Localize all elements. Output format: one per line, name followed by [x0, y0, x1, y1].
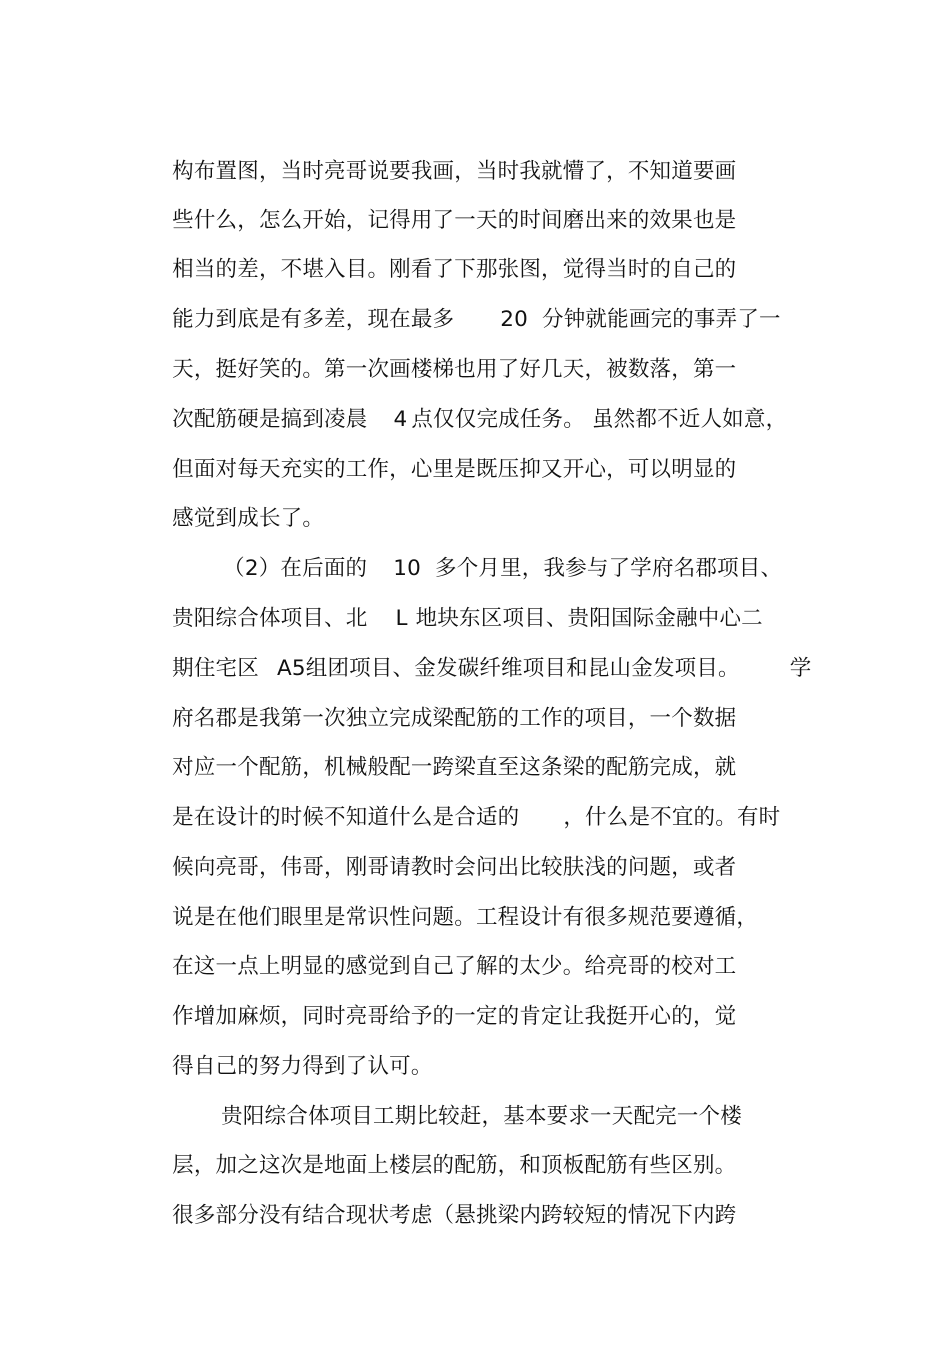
text-line [144, 1121, 737, 1178]
text-segment: 些什么，怎么开始，记得用了一天的时间磨出来的效果也是 [172, 208, 737, 233]
text-segment: 构布置图，当时亮哥说要我画，当时我就懵了，不知道要画 [172, 159, 737, 184]
text-segment: 是在设计的时候不知道什么是合适的 [172, 805, 520, 830]
text-line [144, 773, 781, 830]
text-segment: 对应一个配筋，机械般配一跨梁直至这条梁的配筋完成，就 [172, 755, 737, 780]
text-segment: 很多部分没有结合现状考虑（悬挑梁内跨较短的情况下内跨 [172, 1203, 737, 1228]
text-line [144, 574, 763, 631]
text-line [144, 1171, 737, 1228]
text-segment: 期住宅区 [172, 656, 259, 681]
text-line [144, 325, 737, 382]
text-segment: （2）在后面的 [223, 556, 368, 581]
text-segment: 作增加麻烦，同时亮哥给予的一定的肯定让我挺开心的，觉 [172, 1004, 737, 1029]
text-line [144, 127, 737, 184]
text-line [193, 1072, 742, 1129]
text-line [144, 1022, 433, 1079]
text-line [144, 624, 812, 681]
text-segment: 相当的差，不堪入目。刚看了下那张图，觉得当时的自己的 [172, 257, 737, 282]
text-segment: 感觉到成长了。 [172, 506, 325, 531]
text-segment: 能力到底是有多差，现在最多 [172, 307, 455, 332]
text-segment: 但面对每天充实的工作，心里是既压抑又开心，可以明显的 [172, 457, 737, 482]
text-line [144, 922, 737, 979]
text-line [144, 225, 737, 282]
text-line [144, 723, 737, 780]
text-segment: 学 [789, 656, 812, 681]
text-line [144, 674, 737, 731]
text-line [144, 972, 737, 1029]
text-segment: L [395, 606, 408, 631]
text-segment: 次配筋硬是搞到凌晨 [172, 407, 368, 432]
text-segment: 候向亮哥，伟哥，刚哥请教时会问出比较肤浅的问题，或者 [172, 855, 737, 880]
text-line [144, 873, 759, 930]
text-line [144, 176, 737, 233]
text-segment: 多个月里，我参与了学府名郡项目、 [435, 556, 783, 581]
text-segment: 层，加之这次是地面上楼层的配筋，和顶板配筋有些区别。 [172, 1153, 737, 1178]
text-segment: 20 [500, 307, 529, 332]
text-line [195, 524, 783, 581]
text-segment: 府名郡是我第一次独立完成梁配筋的工作的项目，一个数据 [172, 706, 737, 731]
text-segment: 得自己的努力得到了认可。 [172, 1054, 433, 1079]
text-segment: 在这一点上明显的感觉到自己了解的太少。给亮哥的校对工 [172, 954, 737, 979]
text-line [144, 823, 737, 880]
text-segment: 贵阳综合体项目、北 [172, 606, 368, 631]
text-segment: 地块东区项目、贵阳国际金融中心二 [415, 606, 763, 631]
text-segment: 点仅仅完成任务。 虽然都不近人如意， [411, 407, 788, 432]
text-line [144, 275, 781, 332]
text-segment: ，什么是不宜的。有时 [563, 805, 781, 830]
text-segment: 贵阳综合体项目工期比较赶，基本要求一天配完一个楼 [221, 1104, 742, 1129]
text-segment: 分钟就能画完的事弄了一 [542, 307, 781, 332]
text-segment: A5组团项目、金发碳纤维项目和昆山金发项目。 [276, 656, 740, 681]
text-segment: 说是在他们眼里是常识性问题。工程设计有很多规范要遵循， [172, 905, 759, 930]
text-segment: 10 [393, 556, 421, 581]
text-line [144, 425, 737, 482]
text-segment: 4 [393, 407, 408, 432]
text-segment: 天，挺好笑的。第一次画楼梯也用了好几天，被数落，第一 [172, 357, 737, 382]
text-line [144, 474, 325, 531]
text-line [144, 375, 788, 432]
